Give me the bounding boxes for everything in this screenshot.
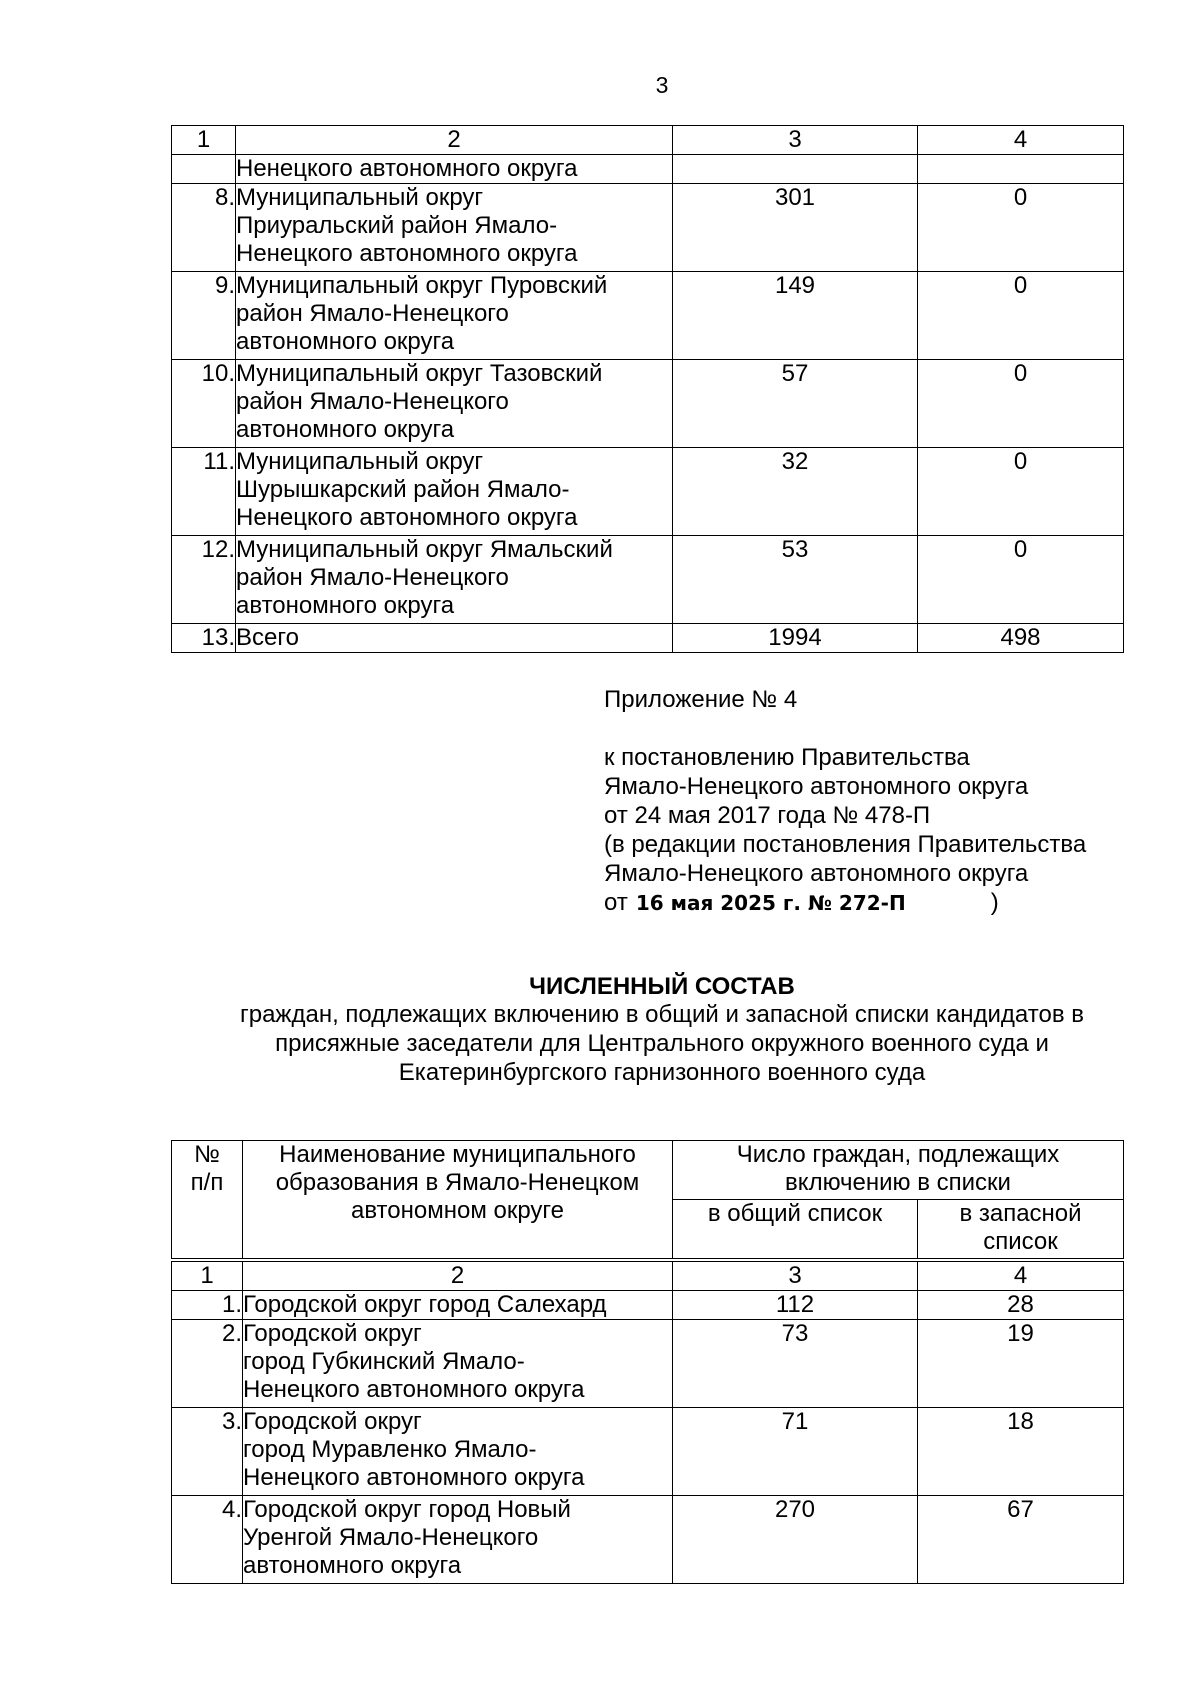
row-number: 2. [172, 1320, 243, 1408]
reserve-list-count: 0 [918, 360, 1124, 448]
table-header-row [172, 126, 1124, 155]
table-row [172, 360, 1124, 448]
reserve-list-count: 18 [918, 1408, 1124, 1496]
municipality-name: Городской округ город Новый Уренгой Ямало-Ненецкого автономного округа [243, 1496, 673, 1584]
general-list-count: 53 [673, 536, 918, 624]
municipality-name: Ненецкого автономного округа [236, 155, 673, 184]
row-number: 10. [172, 360, 236, 448]
general-list-count: 73 [673, 1320, 918, 1408]
reserve-list-count: 28 [918, 1291, 1124, 1320]
general-list-count: 112 [673, 1291, 918, 1320]
municipality-name: Городской округ город Губкинский Ямало- Ненецкого автономного округа [243, 1320, 673, 1408]
composition-table-header [171, 1140, 1124, 1259]
general-list-count [673, 155, 918, 184]
document-subheading: граждан, подлежащих включению в общий и запасной списки кандидатов в присяжные заседатели для Центрального окружного военного суда и Екатеринбургского гарнизонного военного суда [239, 1001, 1084, 1086]
column-number-1: 1 [172, 126, 236, 155]
column-number-3: 3 [673, 126, 918, 155]
reserve-list-count: 0 [918, 536, 1124, 624]
row-number [172, 155, 236, 184]
row-number: 4. [172, 1496, 243, 1584]
municipality-name: Муниципальный округ Тазовский район Ямало-Ненецкого автономного округа [236, 360, 673, 448]
appendix-line: Ямало-Ненецкого автономного округа [604, 860, 1029, 887]
table-row [172, 1496, 1124, 1584]
composition-table [171, 1261, 1124, 1584]
reserve-list-count: 67 [918, 1496, 1124, 1584]
header-general-list: в общий список [673, 1200, 918, 1259]
general-list-count: 270 [673, 1496, 918, 1584]
row-number: 1. [172, 1291, 243, 1320]
table-row [172, 1291, 1124, 1320]
total-general-count: 1994 [673, 624, 918, 653]
municipality-name: Муниципальный округ Ямальский район Ямало-Ненецкого автономного округа [236, 536, 673, 624]
column-number-1: 1 [172, 1262, 243, 1291]
general-list-count: 301 [673, 184, 918, 272]
municipality-name: Городской округ город Салехард [243, 1291, 673, 1320]
reserve-list-count: 0 [918, 272, 1124, 360]
header-reserve-list: в запасной список [918, 1200, 1124, 1259]
general-list-count: 32 [673, 448, 918, 536]
appendix-title: Приложение № 4 [604, 686, 798, 713]
header-citizens-count: Число граждан, подлежащих включению в списки [673, 1141, 1124, 1200]
appendix-line: от 24 мая 2017 года № 478-П [604, 802, 931, 829]
appendix-block [604, 685, 1086, 918]
appendix-date-line: от 16 мая 2025 г. № 272-П ) [604, 889, 999, 916]
table-row [172, 184, 1124, 272]
general-list-count: 71 [673, 1408, 918, 1496]
table-header-row [172, 1262, 1124, 1291]
municipality-name: Муниципальный округ Приуральский район Ямало- Ненецкого автономного округа [236, 184, 673, 272]
total-label: Всего [236, 624, 673, 653]
municipality-name: Муниципальный округ Шурышкарский район Ямало- Ненецкого автономного округа [236, 448, 673, 536]
reserve-list-count: 19 [918, 1320, 1124, 1408]
table-row [172, 448, 1124, 536]
row-number: 11. [172, 448, 236, 536]
table-row [172, 1408, 1124, 1496]
row-number: 3. [172, 1408, 243, 1496]
page-number: 3 [655, 72, 669, 98]
column-number-3: 3 [673, 1262, 918, 1291]
appendix-line: к постановлению Правительства [604, 744, 970, 771]
document-heading: ЧИСЛЕННЫЙ СОСТАВ [529, 973, 795, 1000]
table-row [172, 536, 1124, 624]
column-number-4: 4 [918, 1262, 1124, 1291]
header-row-number: № п/п [172, 1141, 243, 1259]
reserve-list-count: 0 [918, 184, 1124, 272]
total-reserve-count: 498 [918, 624, 1124, 653]
municipality-name: Городской округ город Муравленко Ямало- Ненецкого автономного округа [243, 1408, 673, 1496]
total-row [172, 624, 1124, 653]
appendix-line: Ямало-Ненецкого автономного округа [604, 773, 1029, 800]
general-list-count: 149 [673, 272, 918, 360]
table-row [172, 272, 1124, 360]
resolution-date: 16 мая 2025 г. № 272-П [635, 891, 906, 915]
column-number-2: 2 [243, 1262, 673, 1291]
row-number: 9. [172, 272, 236, 360]
continuation-table [171, 125, 1124, 653]
column-number-2: 2 [236, 126, 673, 155]
reserve-list-count: 0 [918, 448, 1124, 536]
table-row [172, 1320, 1124, 1408]
appendix-line: (в редакции постановления Правительства [604, 831, 1087, 858]
column-number-4: 4 [918, 126, 1124, 155]
row-number: 12. [172, 536, 236, 624]
header-municipality-name: Наименование муниципального образования в Ямало-Ненецком автономном округе [243, 1141, 673, 1259]
row-number: 8. [172, 184, 236, 272]
row-number: 13. [172, 624, 236, 653]
general-list-count: 57 [673, 360, 918, 448]
municipality-name: Муниципальный округ Пуровский район Ямало-Ненецкого автономного округа [236, 272, 673, 360]
table-row [172, 155, 1124, 184]
reserve-list-count [918, 155, 1124, 184]
